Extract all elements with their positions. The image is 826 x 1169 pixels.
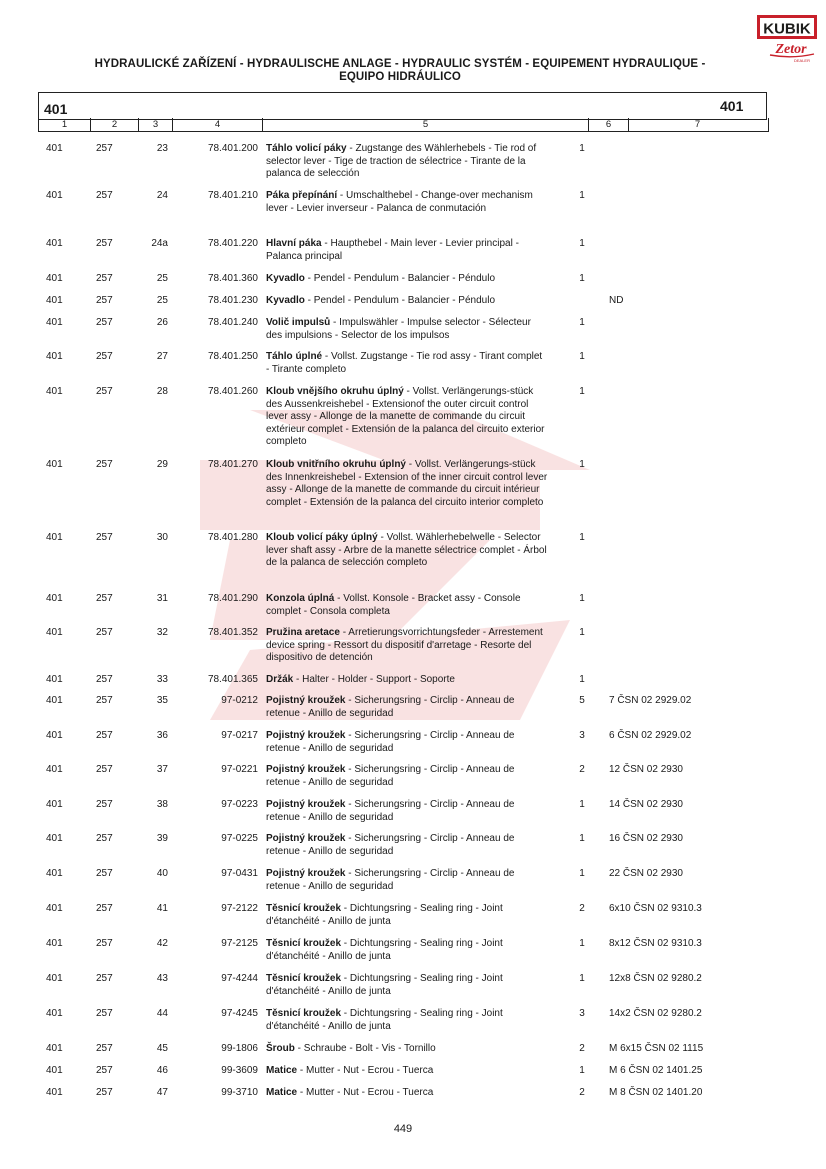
cell-quantity: 1: [579, 459, 585, 470]
cell-subgroup: 257: [96, 143, 113, 154]
cell-description: [266, 868, 548, 893]
cell-description: [266, 238, 548, 263]
logo-bottom-text: Zetor: [775, 42, 807, 57]
column-header-row: [38, 118, 769, 132]
cell-description: [266, 730, 548, 755]
cell-description: [266, 903, 548, 928]
cell-subgroup: 257: [96, 386, 113, 397]
document-title: [30, 58, 770, 84]
cell-part-number: 97-0212: [221, 695, 258, 706]
part-name: Pružina aretace: [266, 627, 340, 638]
column-header-4: 4: [173, 118, 263, 131]
cell-group: 401: [46, 973, 63, 984]
part-name: Hlavní páka: [266, 238, 322, 249]
cell-quantity: 3: [579, 1008, 585, 1019]
cell-part-number: 78.401.290: [207, 593, 258, 604]
cell-description: [266, 833, 548, 858]
cell-part-number: 97-0221: [221, 764, 258, 775]
cell-group: 401: [46, 351, 63, 362]
cell-position: 32: [156, 627, 168, 638]
part-translations: - Schraube - Bolt - Vis - Tornillo: [294, 1043, 436, 1054]
cell-position: 29: [156, 459, 168, 470]
cell-part-number: 78.401.352: [207, 627, 258, 638]
part-name: Kyvadlo: [266, 295, 305, 306]
cell-position: 35: [156, 695, 168, 706]
cell-group: 401: [46, 695, 63, 706]
cell-note: 12x8 ČSN 02 9280.2: [609, 973, 702, 984]
cell-position: 23: [156, 143, 168, 154]
cell-quantity: 1: [579, 273, 585, 284]
cell-position: 25: [156, 295, 168, 306]
cell-description: [266, 295, 548, 308]
part-translations: - Dichtungsring - Sealing ring - Joint d'étanchéité - Anillo de junta: [266, 938, 503, 962]
cell-group: 401: [46, 295, 63, 306]
cell-description: [266, 273, 548, 286]
cell-group: 401: [46, 1043, 63, 1054]
cell-subgroup: 257: [96, 833, 113, 844]
cell-part-number: 78.401.210: [207, 190, 258, 201]
column-header-3: 3: [139, 118, 173, 131]
cell-quantity: 1: [579, 386, 585, 397]
cell-note: 7 ČSN 02 2929.02: [609, 695, 692, 706]
cell-position: 46: [156, 1065, 168, 1076]
part-translations: - Sicherungsring - Circlip - Anneau de retenue - Anillo de seguridad: [266, 695, 515, 719]
cell-group: 401: [46, 386, 63, 397]
cell-subgroup: 257: [96, 1087, 113, 1098]
cell-part-number: 78.401.250: [207, 351, 258, 362]
column-header-1: 1: [39, 118, 91, 131]
part-name: Pojistný kroužek: [266, 833, 346, 844]
cell-description: [266, 695, 548, 720]
part-name: Těsnicí kroužek: [266, 1008, 342, 1019]
cell-description: [266, 1087, 548, 1100]
cell-note: 8x12 ČSN 02 9310.3: [609, 938, 702, 949]
cell-description: [266, 190, 548, 215]
cell-description: [266, 593, 548, 618]
part-translations: - Dichtungsring - Sealing ring - Joint d'étanchéité - Anillo de junta: [266, 1008, 503, 1032]
part-name: Pojistný kroužek: [266, 764, 346, 775]
part-translations: - Dichtungsring - Sealing ring - Joint d'étanchéité - Anillo de junta: [266, 903, 503, 927]
cell-subgroup: 257: [96, 627, 113, 638]
column-header-2: 2: [91, 118, 139, 131]
part-name: Kloub volicí páky úplný: [266, 532, 378, 543]
cell-position: 43: [156, 973, 168, 984]
cell-description: [266, 1008, 548, 1033]
part-name: Těsnicí kroužek: [266, 938, 342, 949]
cell-subgroup: 257: [96, 532, 113, 543]
cell-description: [266, 532, 548, 570]
cell-part-number: 97-4244: [221, 973, 258, 984]
part-translations: - Haupthebel - Main lever - Levier principal - Palanca principal: [266, 238, 519, 262]
cell-group: 401: [46, 1008, 63, 1019]
cell-position: 38: [156, 799, 168, 810]
part-translations: - Vollst. Konsole - Bracket assy - Console complet - Consola completa: [266, 593, 521, 617]
section-number-left: 401: [44, 101, 68, 117]
cell-part-number: 78.401.365: [207, 674, 258, 685]
cell-quantity: 1: [579, 190, 585, 201]
cell-description: [266, 1043, 548, 1056]
column-header-6: 6: [589, 118, 629, 131]
cell-part-number: 78.401.230: [207, 295, 258, 306]
cell-group: 401: [46, 938, 63, 949]
title-line-2: EQUIPO HIDRÁULICO: [339, 71, 461, 83]
cell-note: M 6x15 ČSN 02 1115: [609, 1043, 704, 1054]
part-translations: - Pendel - Pendulum - Balancier - Péndulo: [304, 295, 496, 306]
cell-part-number: 78.401.200: [207, 143, 258, 154]
part-name: Páka přepínání: [266, 190, 338, 201]
part-translations: - Vollst. Verlängerungs-stück des Innenkreishebel - Extension of the inner circuit control lever assy - Allonge de la manette de commande du circuit intérieur complet - Extensión de la palanca del circuito interior completo: [266, 459, 548, 508]
cell-position: 26: [156, 317, 168, 328]
part-name: Matice: [266, 1087, 298, 1098]
cell-group: 401: [46, 868, 63, 879]
cell-part-number: 99-1806: [221, 1043, 258, 1054]
part-name: Volič impulsů: [266, 317, 331, 328]
cell-subgroup: 257: [96, 459, 113, 470]
cell-quantity: 1: [579, 868, 585, 879]
cell-quantity: 2: [579, 1087, 585, 1098]
cell-note: 22 ČSN 02 2930: [609, 868, 683, 879]
cell-note: 14 ČSN 02 2930: [609, 799, 683, 810]
part-translations: - Mutter - Nut - Ecrou - Tuerca: [297, 1065, 434, 1076]
cell-position: 25: [156, 273, 168, 284]
cell-position: 36: [156, 730, 168, 741]
part-translations: - Sicherungsring - Circlip - Anneau de retenue - Anillo de seguridad: [266, 764, 515, 788]
cell-description: [266, 143, 548, 181]
cell-subgroup: 257: [96, 903, 113, 914]
cell-group: 401: [46, 674, 63, 685]
cell-part-number: 97-0217: [221, 730, 258, 741]
section-number-right: 401: [720, 98, 744, 114]
cell-description: [266, 674, 548, 687]
cell-description: [266, 627, 548, 665]
cell-note: 6 ČSN 02 2929.02: [609, 730, 692, 741]
cell-part-number: 78.401.240: [207, 317, 258, 328]
cell-position: 30: [156, 532, 168, 543]
cell-position: 41: [156, 903, 168, 914]
cell-position: 27: [156, 351, 168, 362]
cell-description: [266, 938, 548, 963]
cell-group: 401: [46, 799, 63, 810]
cell-description: [266, 386, 548, 449]
page-number: 449: [393, 1123, 413, 1135]
cell-subgroup: 257: [96, 1065, 113, 1076]
cell-group: 401: [46, 730, 63, 741]
part-name: Pojistný kroužek: [266, 868, 346, 879]
cell-description: [266, 351, 548, 376]
cell-subgroup: 257: [96, 799, 113, 810]
title-line-1: HYDRAULICKÉ ZAŘÍZENÍ - HYDRAULISCHE ANLAGE - HYDRAULIC SYSTÉM - EQUIPEMENT HYDRAULIQUE -: [94, 58, 706, 70]
cell-group: 401: [46, 1087, 63, 1098]
cell-part-number: 97-4245: [221, 1008, 258, 1019]
part-translations: - Umschalthebel - Change-over mechanism lever - Levier inverseur - Palanca de conmutación: [266, 190, 533, 214]
cell-description: [266, 764, 548, 789]
part-translations: - Pendel - Pendulum - Balancier - Péndulo: [304, 273, 496, 284]
cell-subgroup: 257: [96, 238, 113, 249]
cell-position: 47: [156, 1087, 168, 1098]
cell-quantity: 3: [579, 730, 585, 741]
part-name: Konzola úplná: [266, 593, 335, 604]
cell-subgroup: 257: [96, 1008, 113, 1019]
cell-part-number: 78.401.220: [207, 238, 258, 249]
cell-group: 401: [46, 627, 63, 638]
cell-part-number: 97-2122: [221, 903, 258, 914]
part-name: Pojistný kroužek: [266, 730, 346, 741]
cell-subgroup: 257: [96, 351, 113, 362]
cell-subgroup: 257: [96, 295, 113, 306]
cell-quantity: 2: [579, 764, 585, 775]
cell-part-number: 99-3710: [221, 1087, 258, 1098]
cell-subgroup: 257: [96, 1043, 113, 1054]
part-name: Kloub vnějšího okruhu úplný: [266, 386, 404, 397]
cell-quantity: 1: [579, 593, 585, 604]
cell-quantity: 2: [579, 1043, 585, 1054]
cell-subgroup: 257: [96, 973, 113, 984]
cell-note: 16 ČSN 02 2930: [609, 833, 683, 844]
part-translations: - Mutter - Nut - Ecrou - Tuerca: [297, 1087, 434, 1098]
cell-quantity: 1: [579, 238, 585, 249]
cell-note: 14x2 ČSN 02 9280.2: [609, 1008, 702, 1019]
part-name: Táhlo volicí páky: [266, 143, 347, 154]
cell-group: 401: [46, 459, 63, 470]
part-translations: - Zugstange des Wählerhebels - Tie rod of selector lever - Tige de traction de sélectrice - Tirante de la palanca de selección: [266, 143, 537, 180]
cell-description: [266, 459, 548, 509]
part-name: Pojistný kroužek: [266, 695, 346, 706]
cell-note: 6x10 ČSN 02 9310.3: [609, 903, 702, 914]
cell-description: [266, 799, 548, 824]
cell-part-number: 99-3609: [221, 1065, 258, 1076]
cell-part-number: 97-0431: [221, 868, 258, 879]
cell-group: 401: [46, 593, 63, 604]
cell-quantity: 1: [579, 973, 585, 984]
section-header-box: [38, 92, 767, 120]
part-translations: - Sicherungsring - Circlip - Anneau de retenue - Anillo de seguridad: [266, 833, 515, 857]
cell-group: 401: [46, 317, 63, 328]
cell-position: 37: [156, 764, 168, 775]
cell-subgroup: 257: [96, 868, 113, 879]
part-name: Táhlo úplné: [266, 351, 323, 362]
part-translations: - Arretierungsvorrichtungsfeder - Arrestement device spring - Ressort du dispositif d'arretage - Resorte del dispositivo de detención: [266, 627, 543, 664]
part-name: Držák: [266, 674, 294, 685]
cell-group: 401: [46, 903, 63, 914]
cell-part-number: 97-2125: [221, 938, 258, 949]
part-translations: - Sicherungsring - Circlip - Anneau de retenue - Anillo de seguridad: [266, 799, 515, 823]
part-name: Šroub: [266, 1043, 295, 1054]
cell-part-number: 97-0225: [221, 833, 258, 844]
cell-quantity: 1: [579, 1065, 585, 1076]
part-translations: - Dichtungsring - Sealing ring - Joint d'étanchéité - Anillo de junta: [266, 973, 503, 997]
cell-subgroup: 257: [96, 764, 113, 775]
cell-subgroup: 257: [96, 674, 113, 685]
cell-quantity: 1: [579, 799, 585, 810]
cell-description: [266, 1065, 548, 1078]
cell-quantity: 1: [579, 317, 585, 328]
cell-part-number: 78.401.280: [207, 532, 258, 543]
cell-position: 24a: [151, 238, 168, 249]
cell-description: [266, 973, 548, 998]
cell-group: 401: [46, 532, 63, 543]
cell-group: 401: [46, 143, 63, 154]
cell-subgroup: 257: [96, 938, 113, 949]
part-name: Matice: [266, 1065, 298, 1076]
cell-note: M 8 ČSN 02 1401.20: [609, 1087, 703, 1098]
cell-subgroup: 257: [96, 593, 113, 604]
part-translations: - Sicherungsring - Circlip - Anneau de retenue - Anillo de seguridad: [266, 730, 515, 754]
cell-quantity: 1: [579, 674, 585, 685]
part-translations: - Sicherungsring - Circlip - Anneau de retenue - Anillo de seguridad: [266, 868, 515, 892]
part-translations: - Vollst. Verlängerungs-stück des Aussenkreishebel - Extensionof the outer circuit control lever assy - Allonge de la manette de commande du circuit extérieur complet - Extensión de la palanca del circuito exterior completo: [266, 386, 545, 448]
cell-note: ND: [609, 295, 624, 306]
logo-sub-text: DEALER: [793, 58, 811, 63]
cell-quantity: 2: [579, 903, 585, 914]
cell-group: 401: [46, 238, 63, 249]
cell-quantity: 5: [579, 695, 585, 706]
part-translations: - Impulswähler - Impulse selector - Sélecteur des impulsions - Selector de los impulsos: [266, 317, 531, 341]
cell-quantity: 1: [579, 532, 585, 543]
cell-note: M 6 ČSN 02 1401.25: [609, 1065, 703, 1076]
part-name: Pojistný kroužek: [266, 799, 346, 810]
cell-group: 401: [46, 1065, 63, 1076]
cell-position: 24: [156, 190, 168, 201]
cell-subgroup: 257: [96, 190, 113, 201]
cell-position: 31: [156, 593, 168, 604]
cell-position: 40: [156, 868, 168, 879]
cell-subgroup: 257: [96, 273, 113, 284]
cell-part-number: 97-0223: [221, 799, 258, 810]
cell-subgroup: 257: [96, 317, 113, 328]
column-header-5: 5: [263, 118, 589, 131]
part-name: Těsnicí kroužek: [266, 973, 342, 984]
cell-position: 28: [156, 386, 168, 397]
part-name: Těsnicí kroužek: [266, 903, 342, 914]
part-name: Kloub vnitřního okruhu úplný: [266, 459, 406, 470]
cell-group: 401: [46, 764, 63, 775]
cell-group: 401: [46, 273, 63, 284]
cell-quantity: 1: [579, 938, 585, 949]
cell-position: 45: [156, 1043, 168, 1054]
cell-quantity: 1: [579, 833, 585, 844]
cell-subgroup: 257: [96, 695, 113, 706]
cell-part-number: 78.401.360: [207, 273, 258, 284]
cell-group: 401: [46, 190, 63, 201]
cell-part-number: 78.401.260: [207, 386, 258, 397]
cell-position: 33: [156, 674, 168, 685]
cell-quantity: 1: [579, 627, 585, 638]
cell-quantity: 1: [579, 143, 585, 154]
kubik-zetor-logo: [756, 14, 818, 64]
cell-part-number: 78.401.270: [207, 459, 258, 470]
cell-subgroup: 257: [96, 730, 113, 741]
logo-top-text: KUBIK: [763, 20, 811, 38]
cell-group: 401: [46, 833, 63, 844]
cell-position: 39: [156, 833, 168, 844]
part-translations: - Halter - Holder - Support - Soporte: [293, 674, 455, 685]
part-name: Kyvadlo: [266, 273, 305, 284]
cell-position: 42: [156, 938, 168, 949]
cell-description: [266, 317, 548, 342]
column-header-7: 7: [694, 119, 701, 130]
cell-position: 44: [156, 1008, 168, 1019]
part-translations: - Vollst. Wählerhebelwelle - Selector lever shaft assy - Arbre de la manette sélectrice complet - Árbol de la palanca de selección completo: [266, 532, 547, 569]
cell-quantity: 1: [579, 351, 585, 362]
cell-note: 12 ČSN 02 2930: [609, 764, 683, 775]
part-translations: - Vollst. Zugstange - Tie rod assy - Tirant complet - Tirante completo: [266, 351, 543, 375]
